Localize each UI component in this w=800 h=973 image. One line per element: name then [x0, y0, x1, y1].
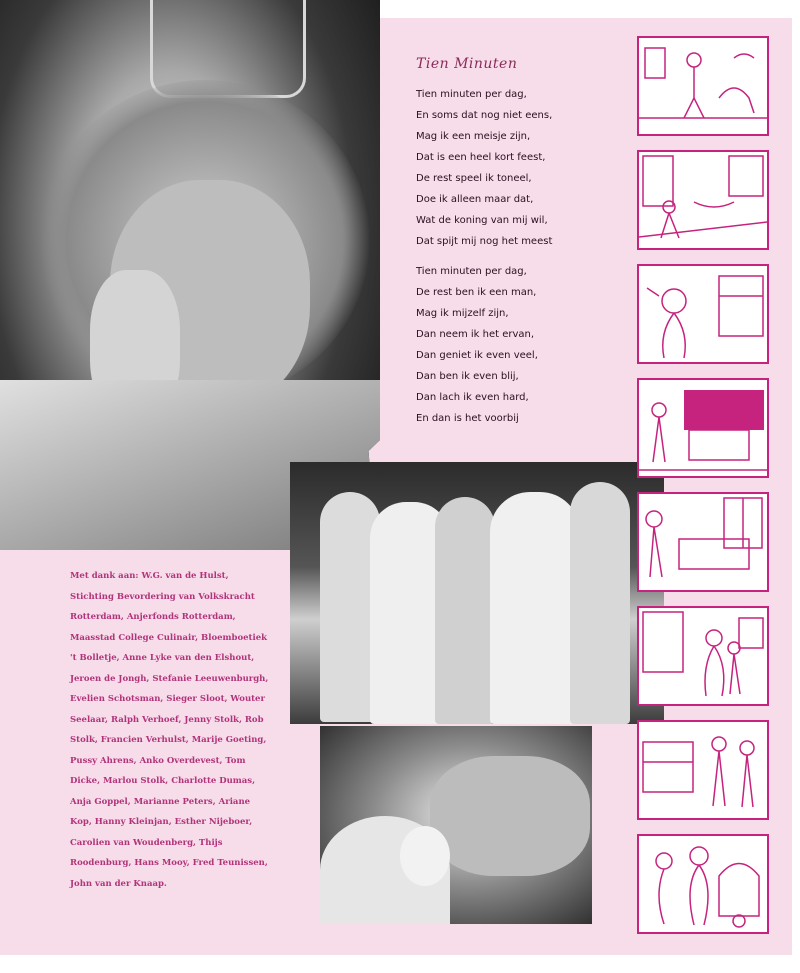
photo-singing-chefs — [290, 462, 664, 724]
credits — [70, 566, 288, 894]
poem-line: Dan neem ik het ervan, — [416, 329, 535, 340]
illustration-panel-7 — [637, 720, 769, 820]
credits-line: Carolien van Woudenberg, Thijs — [70, 837, 223, 848]
performer-face — [400, 826, 450, 886]
poem — [416, 56, 626, 429]
illustration-panel-1 — [637, 36, 769, 136]
credits-line: John van der Knaap. — [70, 878, 167, 889]
page-edge-bottom — [0, 955, 800, 973]
page-edge-top — [380, 0, 800, 18]
illustration-drawing — [639, 836, 767, 932]
illustration-drawing — [639, 152, 767, 248]
illustration-drawing — [639, 38, 767, 134]
illustration-panel-4 — [637, 378, 769, 478]
credits-line: Maasstad College Culinair, Bloemboetiek — [70, 632, 267, 643]
illustration-panel-5 — [637, 492, 769, 592]
credits-line: Evelien Schotsman, Sieger Sloot, Wouter — [70, 694, 265, 704]
poem-line: En dan is het voorbij — [416, 413, 519, 424]
credits-line: Met dank aan: W.G. van de Hulst, — [70, 571, 229, 581]
reclining-figure — [430, 756, 590, 876]
photo-princess-scene — [320, 726, 592, 924]
illustration-drawing — [639, 608, 767, 704]
chef-figure — [570, 482, 630, 724]
stanza-gap — [416, 252, 626, 261]
poem-line: De rest ben ik een man, — [416, 287, 537, 298]
poem-stanza-2 — [416, 261, 626, 429]
credits-line: Stichting Bevordering van Volkskracht — [70, 591, 255, 602]
credits-line: Seelaar, Ralph Verhoef, Jenny Stolk, Rob — [70, 714, 264, 725]
poem-line: Tien minuten per dag, — [416, 266, 527, 277]
illustration-panel-6 — [637, 606, 769, 706]
poem-line: Dan geniet ik even veel, — [416, 350, 538, 361]
illustration-drawing — [639, 380, 767, 476]
poem-line: Dat spijt mij nog het meest — [416, 236, 553, 247]
credits-line: 't Bolletje, Anne Lyke van den Elshout, — [70, 653, 255, 663]
credits-line: Kop, Hanny Kleinjan, Esther Nijeboer, — [70, 817, 253, 827]
poem-line: Doe ik alleen maar dat, — [416, 194, 534, 205]
credits-line: Rotterdam, Anjerfonds Rotterdam, — [70, 612, 236, 622]
illustration-drawing — [639, 722, 767, 818]
credits-line: Roodenburg, Hans Mooy, Fred Teunissen, — [70, 858, 268, 868]
poem-line: Dan lach ik even hard, — [416, 392, 529, 403]
credits-line: Dicke, Marlou Stolk, Charlotte Dumas, — [70, 776, 256, 786]
illustration-panel-2 — [637, 150, 769, 250]
poem-line: De rest speel ik toneel, — [416, 173, 532, 184]
credits-line: Stolk, Francien Verhulst, Marije Goeting, — [70, 735, 267, 745]
chef-figure — [490, 492, 580, 724]
illustration-drawing — [639, 266, 767, 362]
poem-line: Mag ik mijzelf zijn, — [416, 308, 509, 319]
illustration-panel-3 — [637, 264, 769, 364]
poem-stanza-1 — [416, 84, 626, 252]
poem-line: En soms dat nog niet eens, — [416, 110, 553, 121]
poem-title: Tien Minuten — [416, 56, 518, 72]
page-edge-right — [792, 0, 800, 973]
poem-line: Mag ik een meisje zijn, — [416, 131, 531, 142]
poem-line: Dat is een heel kort feest, — [416, 152, 546, 163]
credits-line: Jeroen de Jongh, Stefanie Leeuwenburgh, — [70, 673, 269, 684]
poem-line: Wat de koning van mij wil, — [416, 215, 548, 226]
illustration-drawing — [639, 494, 767, 590]
chef-figure — [435, 497, 495, 724]
illustration-panel-8 — [637, 834, 769, 934]
poem-line: Dan ben ik even blij, — [416, 371, 519, 382]
credits-line: Pussy Ahrens, Anko Overdevest, Tom — [70, 755, 246, 766]
poem-line: Tien minuten per dag, — [416, 89, 527, 100]
credits-line: Anja Goppel, Marianne Peters, Ariane — [70, 796, 251, 807]
